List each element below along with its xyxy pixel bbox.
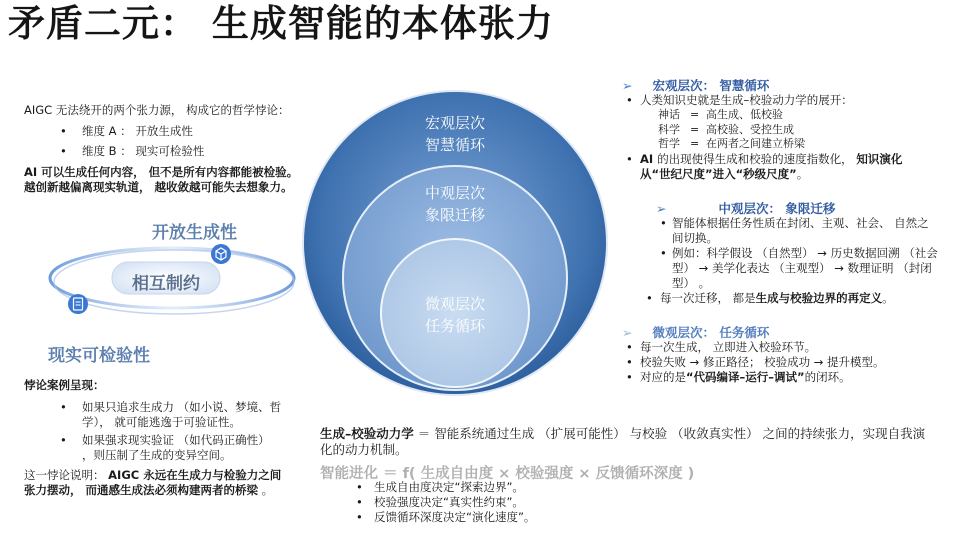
bullet-icon: • [626, 370, 633, 384]
meso-heading-text: 中观层次： 象限迁移 [718, 201, 836, 216]
case-text: 如果强求现实验证 （如代码正确性） ，则压制了生成的变异空间。 [82, 433, 270, 462]
case-text: 如果只追求生成力 （如小说、梦境、哲学）， 就可能逃逸于可验证性。 [82, 400, 282, 429]
pair-row: 哲学 = 在两者之间建立桥梁 [658, 137, 805, 150]
macro-section [622, 78, 942, 182]
micro-bullet: • 校验失败 → 修正路径； 校验成功 → 提升模型。 [626, 355, 885, 369]
pair-row: 科学 = 高校验、受控生成 [658, 122, 794, 136]
micro-circle-line2: 任务循环 [424, 317, 485, 335]
arrow-icon: ➢ [622, 325, 633, 340]
formula-items [356, 480, 656, 525]
macro-b1: 人类知识史就是生成–校验动力学的展开： [640, 93, 853, 107]
bullet-icon: • [356, 480, 363, 494]
case-item [24, 433, 324, 463]
bullet-icon: • [60, 144, 67, 158]
arrow-icon: ➢ [656, 201, 667, 216]
bullet-icon: • [356, 510, 363, 524]
macro-bullet: • AI 的出现使得生成和校验的速度指数化， 知识演化从“世纪尺度”进入“秒级尺度”。 [626, 151, 903, 181]
dim-a [24, 124, 324, 139]
dynamics-definition: 生成–校验动力学 ＝ 智能系统通过生成 （扩展可能性） 与校验 （收敛真实性） 之间的持续张力，实现自我演化的动力机制。 [320, 426, 926, 457]
bullet-icon: • [356, 495, 363, 509]
arrow-icon: ➢ [622, 78, 633, 93]
macro-circle-line2: 智慧循环 [424, 136, 485, 154]
left-intro-block [24, 103, 324, 195]
page-title: 矛盾二元： 生成智能的本体张力 [8, 2, 554, 45]
conclusion-bold: AIGC 永远在生成力与检验力之间张力摆动， 而通感生成法必须构建两者的桥梁 [24, 468, 282, 497]
micro-section [622, 325, 942, 385]
formula-item: • 反馈循环深度决定“演化速度”。 [356, 510, 536, 524]
macro-circle-label [405, 112, 505, 156]
macro-heading [622, 78, 942, 93]
dim-b-text: 维度 B ： 现实可检验性 [82, 144, 205, 158]
mutual-constraint-label: 相互制约 [132, 274, 200, 294]
meso-bullet: • 例如：科学假设 （自然型） → 历史数据回溯 （社会型） → 美学化表达 （主观型） → 数理证明 （封闭型） 。 [660, 246, 938, 290]
meso-bullet: • 智能体根据任务性质在封闭、主观、社会、 自然之间切换。 [660, 216, 929, 245]
bullet-icon: • [60, 124, 67, 138]
conclusion [24, 468, 289, 498]
document-icon [68, 294, 88, 314]
meso-circle-line2: 象限迁移 [424, 206, 485, 224]
micro-bullet: • 每一次生成， 立即进入校验环节。 [626, 340, 817, 354]
evolution-formula: 智能进化 ＝ f( 生成自由度 × 校验强度 × 反馈循环深度 ) [320, 466, 695, 482]
macro-pairs [622, 108, 942, 152]
real-verifiability-label: 现实可检验性 [48, 346, 150, 366]
conclusion-end: 。 [261, 483, 274, 497]
meso-heading [656, 201, 946, 216]
conclusion-prefix: 这一悖论说明： [24, 468, 105, 482]
formula-item: • 生成自由度决定“探索边界”。 [356, 480, 524, 494]
bullet-icon: • [660, 216, 667, 230]
bullet-icon: • [626, 151, 633, 166]
micro-bullet: • 对应的是“代码编译–运行–调试”的闭环。 [626, 370, 851, 384]
micro-heading [622, 325, 942, 340]
meso-circle-line1: 中观层次 [424, 184, 485, 202]
macro-circle-line1: 宏观层次 [424, 114, 485, 132]
bullet-icon: • [60, 433, 67, 447]
dynamics-desc: 智能系统通过生成 （扩展可能性） 与校验 （收敛真实性） 之间的持续张力，实现自我演化的动力机制。 [320, 426, 926, 457]
micro-heading-text: 微观层次： 任务循环 [652, 325, 770, 340]
macro-bullet [622, 93, 942, 108]
pair-row: 神话 = 高生成、低校验 [658, 108, 783, 121]
micro-circle-label [405, 293, 505, 337]
macro-heading-text: 宏观层次： 智慧循环 [652, 78, 770, 93]
bullet-icon: • [626, 340, 633, 354]
intro-text: AIGC 无法绕开的两个张力源， 构成它的哲学悖论： [24, 103, 290, 117]
emphasis-text: AI 可以生成任何内容， 但不是所有内容都能被检验。越创新越偏离现实轨道， 越收敛越可能失去想象力。 [24, 165, 299, 194]
meso-section [646, 201, 946, 306]
meso-circle-label [405, 182, 505, 226]
bullet-icon: • [626, 355, 633, 369]
meso-bullet: • 每一次迁移， 都是生成与校验边界的再定义。 [646, 291, 894, 305]
cases-title: 悖论案例呈现： [24, 378, 105, 392]
dim-b [24, 144, 324, 159]
bullet-icon: • [60, 400, 67, 414]
paradox-cases [24, 378, 324, 463]
bullet-icon: • [646, 291, 653, 305]
micro-circle-line1: 微观层次 [424, 295, 485, 313]
dim-a-text: 维度 A ： 开放生成性 [82, 124, 193, 138]
dynamics-term: 生成–校验动力学 [320, 426, 414, 441]
bullet-icon: • [660, 246, 667, 260]
case-item [24, 400, 324, 430]
bullet-icon: • [626, 93, 633, 107]
open-generativity-label: 开放生成性 [152, 223, 237, 243]
formula-item: • 校验强度决定“真实性约束”。 [356, 495, 524, 509]
